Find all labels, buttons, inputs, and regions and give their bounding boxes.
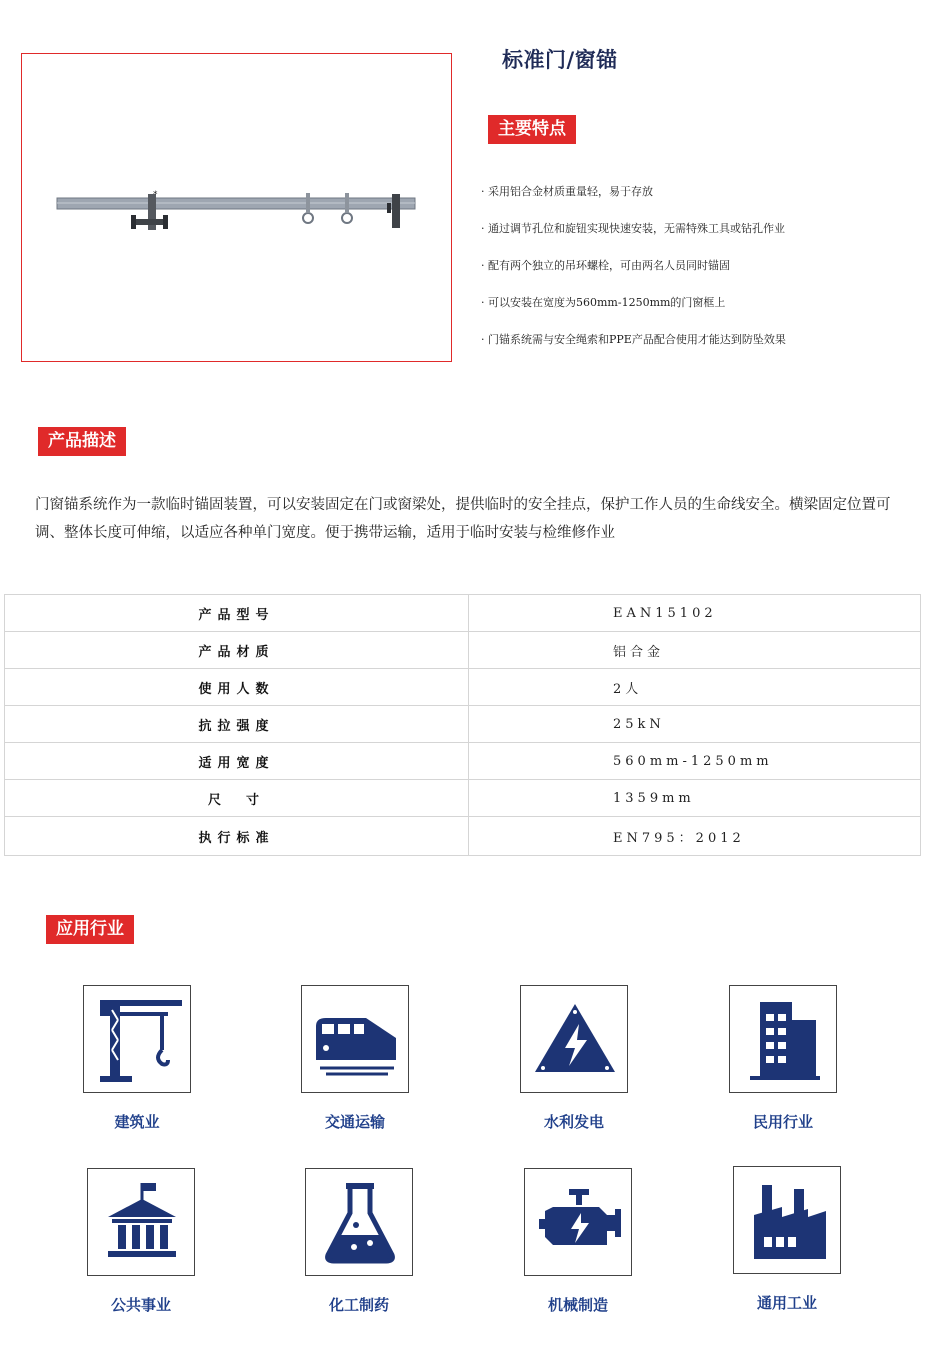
table-row bbox=[5, 706, 921, 743]
industry-label: 水利发电 bbox=[543, 1113, 604, 1131]
industry-label: 交通运输 bbox=[324, 1113, 385, 1131]
industry-label: 化工制药 bbox=[328, 1296, 389, 1314]
spec-key: 抗拉强度 bbox=[5, 706, 469, 743]
table-row bbox=[5, 743, 921, 780]
industry-card bbox=[728, 985, 838, 1132]
feature-item: · 通过调节孔位和旋钮实现快速安装，无需特殊工具或钻孔作业 bbox=[481, 220, 786, 257]
engine-icon bbox=[524, 1168, 632, 1276]
spec-table bbox=[4, 594, 921, 856]
feature-item: · 门锚系统需与安全绳索和PPE产品配合使用才能达到防坠效果 bbox=[481, 331, 786, 368]
industry-card bbox=[304, 1168, 414, 1315]
spec-value: 铝合金 bbox=[469, 632, 921, 669]
spec-key: 执行标准 bbox=[5, 817, 469, 856]
feature-item: · 可以安装在宽度为560mm-1250mm的门窗框上 bbox=[481, 294, 786, 331]
industry-card bbox=[732, 1166, 842, 1313]
building-icon bbox=[729, 985, 837, 1093]
industry-label: 机械制造 bbox=[547, 1296, 608, 1314]
spec-value: 25kN bbox=[469, 706, 921, 743]
table-row bbox=[5, 817, 921, 856]
factory-icon bbox=[733, 1166, 841, 1274]
train-icon bbox=[301, 985, 409, 1093]
industry-label: 公共事业 bbox=[110, 1296, 171, 1314]
industry-label: 通用工业 bbox=[756, 1294, 817, 1312]
table-row bbox=[5, 780, 921, 817]
industry-card bbox=[519, 985, 629, 1132]
table-row bbox=[5, 595, 921, 632]
spec-value: 2人 bbox=[469, 669, 921, 706]
spec-key: 产品型号 bbox=[5, 595, 469, 632]
svg-text:*: * bbox=[153, 190, 158, 200]
spec-value: EN795：2012 bbox=[469, 817, 921, 856]
flask-icon bbox=[305, 1168, 413, 1276]
product-title: 标准门/窗锚 bbox=[502, 48, 618, 72]
spec-value: 1359mm bbox=[469, 780, 921, 817]
industry-card bbox=[86, 1168, 196, 1315]
industry-card bbox=[82, 985, 192, 1132]
spec-key: 产品材质 bbox=[5, 632, 469, 669]
spec-value: EAN15102 bbox=[469, 595, 921, 632]
industry-card bbox=[300, 985, 410, 1132]
feature-list bbox=[481, 183, 786, 368]
feature-item: · 配有两个独立的吊环螺栓，可由两名人员同时锚固 bbox=[481, 257, 786, 294]
spec-value: 560mm-1250mm bbox=[469, 743, 921, 780]
industry-card bbox=[523, 1168, 633, 1315]
table-row bbox=[5, 669, 921, 706]
features-heading: 主要特点 bbox=[488, 115, 576, 144]
industry-label: 民用行业 bbox=[752, 1113, 813, 1131]
feature-item: · 采用铝合金材质重量轻，易于存放 bbox=[481, 183, 786, 220]
industries-heading: 应用行业 bbox=[46, 915, 134, 944]
industry-label: 建筑业 bbox=[114, 1113, 160, 1131]
door-anchor-illustration bbox=[22, 54, 450, 360]
spec-key: 适用宽度 bbox=[5, 743, 469, 780]
crane-icon bbox=[83, 985, 191, 1093]
description-text: 门窗锚系统作为一款临时锚固装置，可以安装固定在门或窗梁处，提供临时的安全挂点，保护工作人员的生命线安全。横梁固定位置可调、整体长度可伸缩，以适应各种单门宽度。便于携带运输，适用于临时安装与检维修作业 bbox=[35, 497, 891, 541]
table-row bbox=[5, 632, 921, 669]
public-building-icon bbox=[87, 1168, 195, 1276]
spec-key: 使用人数 bbox=[5, 669, 469, 706]
high-voltage-icon bbox=[520, 985, 628, 1093]
product-image bbox=[21, 53, 452, 362]
description-heading: 产品描述 bbox=[38, 427, 126, 456]
spec-key: 尺 寸 bbox=[5, 780, 469, 817]
